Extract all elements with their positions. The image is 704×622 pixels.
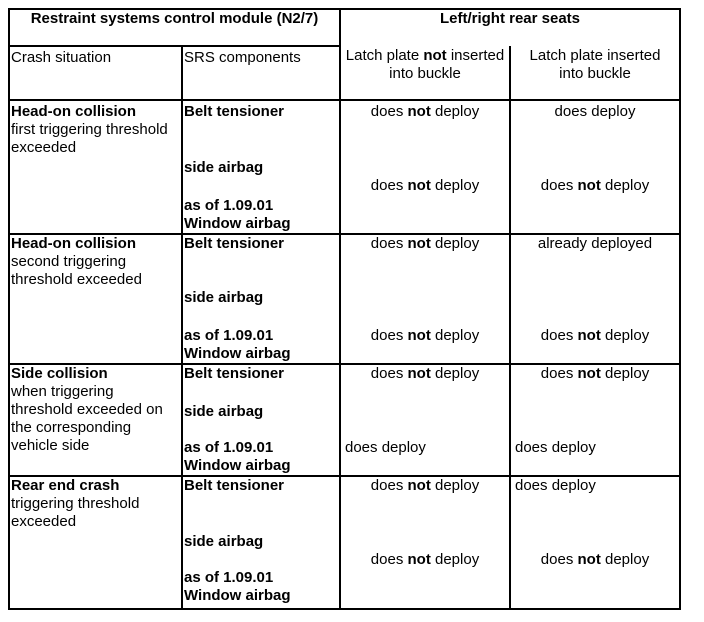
component-window-airbag: as of 1.09.01 Window airbag bbox=[184, 439, 291, 474]
component-window-airbag: as of 1.09.01 Window airbag bbox=[184, 197, 291, 232]
crash-situation-header: Crash situation bbox=[11, 49, 112, 66]
result-airbag-not-inserted: does deploy bbox=[345, 439, 426, 456]
component-window-airbag: as of 1.09.01 Window airbag bbox=[184, 569, 291, 604]
component-belt-tensioner: Belt tensioner bbox=[184, 103, 285, 120]
header-bottom-line bbox=[8, 99, 681, 101]
result-belt-not-inserted: does not deploy bbox=[370, 477, 480, 494]
component-belt-tensioner: Belt tensioner bbox=[184, 477, 285, 494]
component-side-airbag: side airbag bbox=[184, 403, 264, 420]
result-belt-not-inserted: does not deploy bbox=[370, 365, 480, 382]
component-belt-tensioner: Belt tensioner bbox=[184, 235, 285, 252]
srs-deployment-table bbox=[8, 8, 681, 610]
component-window-airbag: as of 1.09.01 Window airbag bbox=[184, 327, 291, 362]
result-belt-not-inserted: does not deploy bbox=[370, 103, 480, 120]
latch-not-inserted-header: Latch plate not inserted into buckle bbox=[345, 47, 505, 82]
crash-situation-side-collision: Side collision when triggering threshold exceeded on the corresponding vehicle side bbox=[11, 365, 163, 454]
result-belt-inserted: does deploy bbox=[554, 103, 636, 120]
result-belt-not-inserted: does not deploy bbox=[370, 235, 480, 252]
col-divider-srs bbox=[181, 46, 183, 608]
module-title: Restraint systems control module (N2/7) bbox=[30, 10, 319, 27]
col-divider-module bbox=[339, 8, 341, 608]
latch-inserted-header: Latch plate inserted into buckle bbox=[529, 47, 661, 82]
crash-situation-head-on-first: Head-on collision first triggering threshold exceeded bbox=[11, 103, 168, 156]
component-belt-tensioner: Belt tensioner bbox=[184, 365, 285, 382]
table-border-bottom bbox=[8, 608, 681, 610]
rear-seats-title: Left/right rear seats bbox=[439, 10, 581, 27]
result-airbag-inserted: does not deploy bbox=[540, 551, 650, 568]
result-airbag-not-inserted: does not deploy bbox=[370, 327, 480, 344]
component-side-airbag: side airbag bbox=[184, 159, 264, 176]
result-airbag-inserted: does deploy bbox=[515, 439, 596, 456]
result-airbag-not-inserted: does not deploy bbox=[370, 551, 480, 568]
result-airbag-not-inserted: does not deploy bbox=[370, 177, 480, 194]
result-belt-inserted: does deploy bbox=[515, 477, 596, 494]
header-divider-module bbox=[8, 45, 340, 47]
result-belt-inserted: already deployed bbox=[537, 235, 653, 252]
crash-situation-rear-end: Rear end crash triggering threshold exceeded bbox=[11, 477, 140, 530]
result-airbag-inserted: does not deploy bbox=[540, 327, 650, 344]
srs-components-header: SRS components bbox=[184, 49, 301, 66]
result-belt-inserted: does not deploy bbox=[540, 365, 650, 382]
crash-situation-head-on-second: Head-on collision second triggering threshold exceeded bbox=[11, 235, 142, 288]
component-side-airbag: side airbag bbox=[184, 533, 264, 550]
result-airbag-inserted: does not deploy bbox=[540, 177, 650, 194]
component-side-airbag: side airbag bbox=[184, 289, 264, 306]
